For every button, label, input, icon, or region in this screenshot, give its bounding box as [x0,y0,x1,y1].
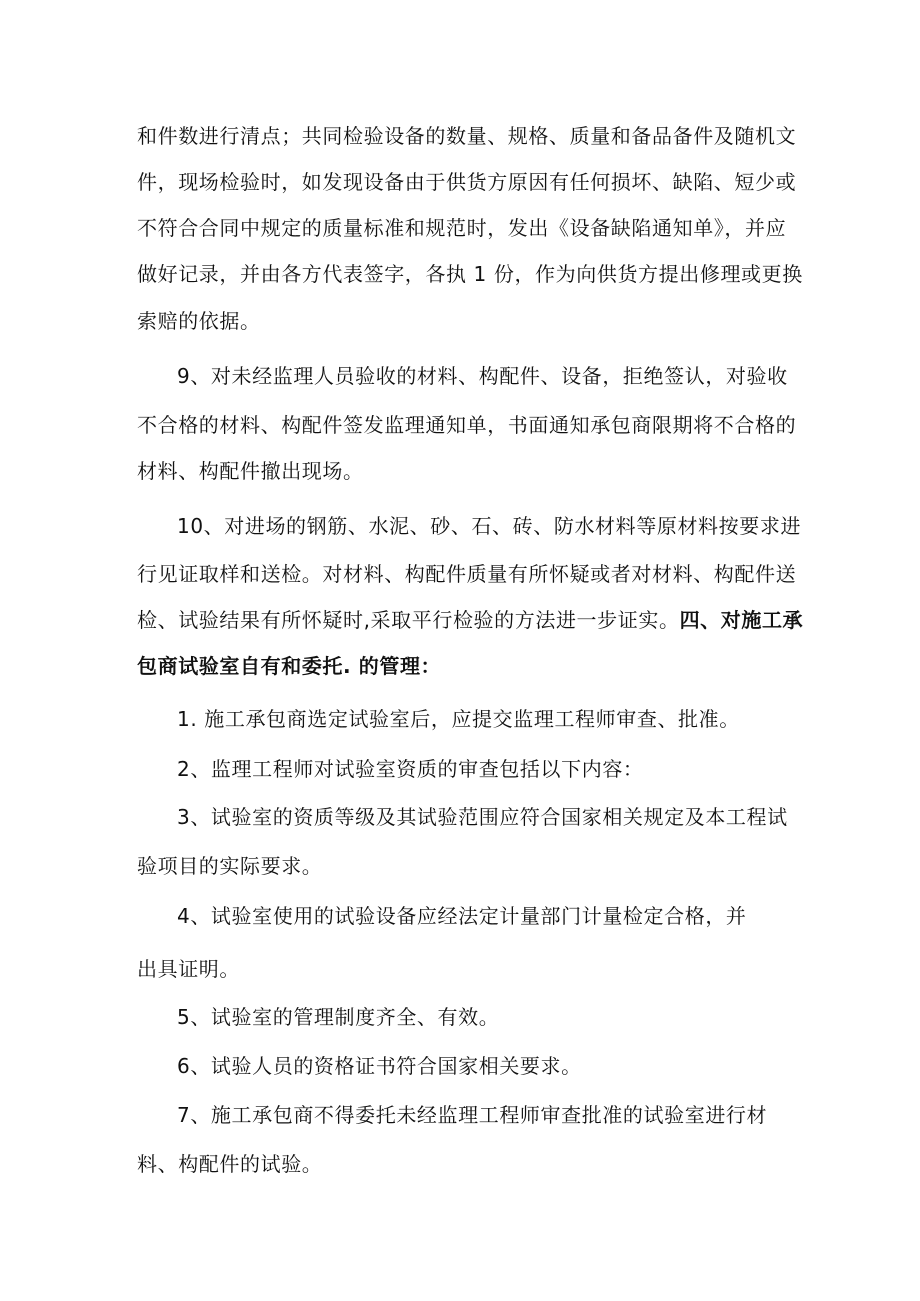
paragraph-line: 和件数进行清点；共同检验设备的数量、规格、质量和备品备件及随机文 [137,124,797,148]
paragraph-line: 10、对进场的钢筋、水泥、砂、石、砖、防水材料等原材料按要求进 [177,514,802,538]
list-item: 5、试验室的管理制度齐全、有效。 [177,1005,500,1029]
section-heading-continued: 包商试验室自有和委托. 的管理： [137,654,442,678]
paragraph-text: 检、试验结果有所怀疑时,采取平行检验的方法进一步证实。 [137,608,680,632]
list-item-continued: 验项目的实际要求。 [137,854,323,878]
paragraph-line: 件，现场检验时，如发现设备由于供货方原因有任何损坏、缺陷、短少或 [137,170,797,194]
paragraph-line: 材料、构配件撤出现场。 [137,459,364,483]
list-item-continued: 出具证明。 [137,957,240,981]
paragraph-line: 索赔的依据。 [137,309,261,333]
list-item: 7、施工承包商不得委托未经监理工程师审查批准的试验室进行材 [177,1103,768,1127]
paragraph-line: 9、对未经监理人员验收的材料、构配件、设备，拒绝签认，对验收 [177,364,788,388]
paragraph-line: 行见证取样和送检。对材料、构配件质量有所怀疑或者对材料、构配件送 [137,562,797,586]
list-item: 1. 施工承包商选定试验室后，应提交监理工程师审查、批准。 [177,707,740,731]
list-item: 6、试验人员的资格证书符合国家相关要求。 [177,1054,582,1078]
list-item: 3、试验室的资质等级及其试验范围应符合国家相关规定及本工程试 [177,805,788,829]
list-item-continued: 料、构配件的试验。 [137,1152,323,1176]
list-item: 2、监理工程师对试验室资质的审查包括以下内容： [177,757,644,781]
section-heading: 四、对施工承 [679,608,804,632]
paragraph-line: 做好记录，并由各方代表签字，各执 1 份，作为向供货方提出修理或更换 [137,262,803,286]
paragraph-line: 不符合合同中规定的质量标准和规范时，发出《设备缺陷通知单》，并应 [137,216,787,240]
paragraph-line-with-heading [137,606,803,634]
paragraph-line: 不合格的材料、构配件签发监理通知单，书面通知承包商限期将不合格的 [137,413,797,437]
list-item: 4、试验室使用的试验设备应经法定计量部门计量检定合格，并 [177,904,747,928]
